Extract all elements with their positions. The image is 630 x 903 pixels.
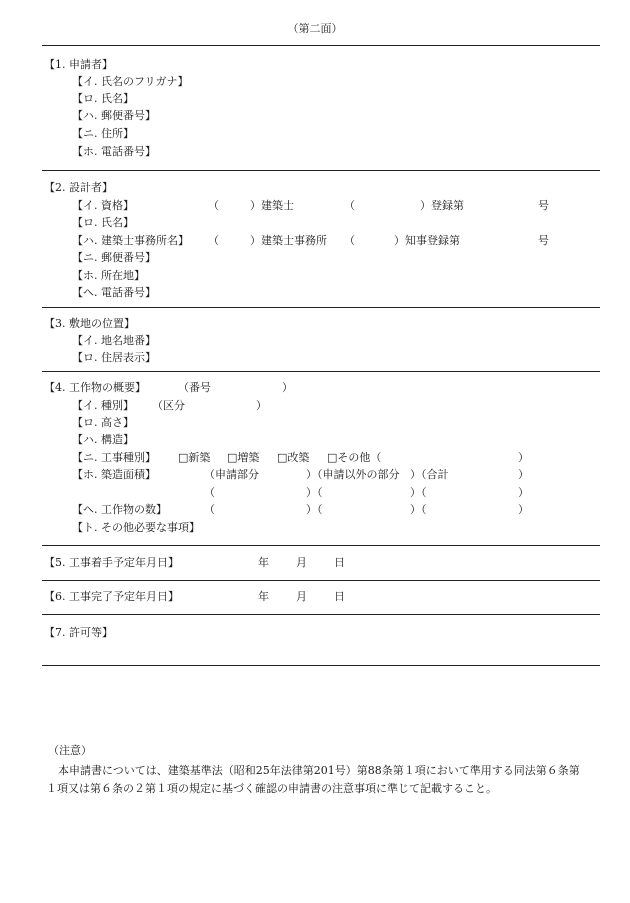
qualification-architect-label: ）建築士	[250, 199, 294, 212]
start-date-heading: 【5. 工事着手予定年月日】	[44, 556, 179, 569]
checkbox-other[interactable]	[327, 451, 381, 465]
end-date-month[interactable]: 月	[296, 590, 307, 603]
site-lot-field[interactable]: 【イ. 地名地番】	[72, 334, 156, 347]
area-applied-label: （申請部分	[204, 468, 259, 481]
registration-label: ）登録第	[420, 199, 464, 212]
rule-top	[42, 45, 600, 46]
notes-title: （注意）	[48, 744, 92, 757]
work-type-label: 【ニ. 工事種別】	[72, 451, 156, 464]
structure-area-label: 【ホ. 築造面積】	[72, 468, 156, 481]
applicant-furigana-field[interactable]: 【イ. 氏名のフリガナ】	[72, 75, 189, 88]
designer-postal-field[interactable]: 【ニ. 郵便番号】	[72, 251, 156, 264]
rule-4	[42, 545, 600, 546]
checkbox-new-construction[interactable]	[178, 451, 210, 465]
checkbox-label: その他（	[337, 451, 382, 464]
page-label: （第二面）	[287, 22, 343, 35]
structure-construction-field[interactable]: 【ハ. 構造】	[72, 433, 134, 446]
checkbox-icon: □	[277, 451, 288, 464]
applicant-phone-field[interactable]: 【ホ. 電話番号】	[72, 145, 156, 158]
site-residence-field[interactable]: 【ロ. 住居表示】	[72, 351, 156, 364]
rule-2	[42, 307, 600, 308]
registration-number-suffix: 号	[538, 234, 549, 247]
work-other-close: ）	[518, 451, 529, 464]
type-division-close: ）	[256, 399, 267, 412]
paren-open: （	[344, 199, 355, 212]
area-value-row[interactable]: （	[204, 486, 215, 499]
rule-3	[42, 371, 600, 372]
structure-other-field[interactable]: 【ト. その他必要な事項】	[72, 521, 200, 534]
paren-open: （	[344, 234, 355, 247]
structure-type-field[interactable]: 【イ. 種別】	[72, 399, 134, 412]
checkbox-icon: □	[227, 451, 238, 464]
rule-bottom	[42, 665, 600, 666]
count-value-open: （	[204, 503, 215, 516]
notes-body: 本申請書については、建築基準法（昭和25年法律第201号）第88条第１項において準用する同法第６条第１項又は第６条の２第１項の規定に基づく確認の申請書の注意事項に準じて記載すること。	[46, 764, 580, 795]
area-other-label: ）（申請以外の部分	[306, 468, 400, 481]
count-value-close: ）	[518, 503, 529, 516]
start-date-day[interactable]: 日	[334, 556, 345, 569]
structure-heading: 【4. 工作物の概要】	[44, 381, 146, 394]
structure-count-field[interactable]: 【ヘ. 工作物の数】	[72, 503, 167, 516]
permits-heading: 【7. 許可等】	[44, 626, 113, 639]
paren-open: （	[208, 199, 219, 212]
designer-qualification-field[interactable]: 【イ. 資格】	[72, 199, 134, 212]
checkbox-label: 新築	[188, 451, 211, 464]
count-value-separator: ）（	[410, 503, 427, 516]
checkbox-extension[interactable]	[227, 451, 259, 465]
designer-office-name-field[interactable]: 【ハ. 建築士事務所名】	[72, 234, 189, 247]
applicant-name-field[interactable]: 【ロ. 氏名】	[72, 92, 134, 105]
checkbox-icon: □	[327, 451, 338, 464]
designer-name-field[interactable]: 【ロ. 氏名】	[72, 216, 134, 229]
applicant-heading: 【1. 申請者】	[44, 58, 113, 71]
area-value-close: ）	[518, 486, 529, 499]
checkbox-reconstruction[interactable]	[277, 451, 309, 465]
checkbox-icon: □	[178, 451, 189, 464]
area-total-label: ）（合計	[410, 468, 449, 481]
area-value-separator: ）（	[306, 486, 323, 499]
applicant-address-field[interactable]: 【ニ. 住所】	[72, 127, 134, 140]
applicant-postal-field[interactable]: 【ハ. 郵便番号】	[72, 109, 156, 122]
end-date-year[interactable]: 年	[258, 590, 269, 603]
type-division-label: （区分	[152, 399, 185, 412]
office-label: ）建築士事務所	[250, 234, 327, 247]
structure-number-close: ）	[282, 381, 293, 394]
start-date-month[interactable]: 月	[296, 556, 307, 569]
site-heading: 【3. 敷地の位置】	[44, 317, 135, 330]
area-value-separator: ）（	[410, 486, 427, 499]
checkbox-label: 増築	[237, 451, 260, 464]
count-value-separator: ）（	[306, 503, 323, 516]
designer-location-field[interactable]: 【ホ. 所在地】	[72, 269, 145, 282]
rule-6	[42, 614, 600, 615]
checkbox-label: 改築	[287, 451, 310, 464]
registration-number-suffix: 号	[538, 199, 549, 212]
structure-height-field[interactable]: 【ロ. 高さ】	[72, 416, 134, 429]
rule-5	[42, 580, 600, 581]
area-close: ）	[518, 468, 529, 481]
end-date-day[interactable]: 日	[334, 590, 345, 603]
paren-open: （	[208, 234, 219, 247]
rule-1	[42, 170, 600, 171]
designer-phone-field[interactable]: 【ヘ. 電話番号】	[72, 286, 156, 299]
end-date-heading: 【6. 工事完了予定年月日】	[44, 590, 179, 603]
governor-registration-label: ）知事登録第	[394, 234, 460, 247]
designer-heading: 【2. 設計者】	[44, 181, 113, 194]
structure-number-label: （番号	[178, 381, 211, 394]
start-date-year[interactable]: 年	[258, 556, 269, 569]
